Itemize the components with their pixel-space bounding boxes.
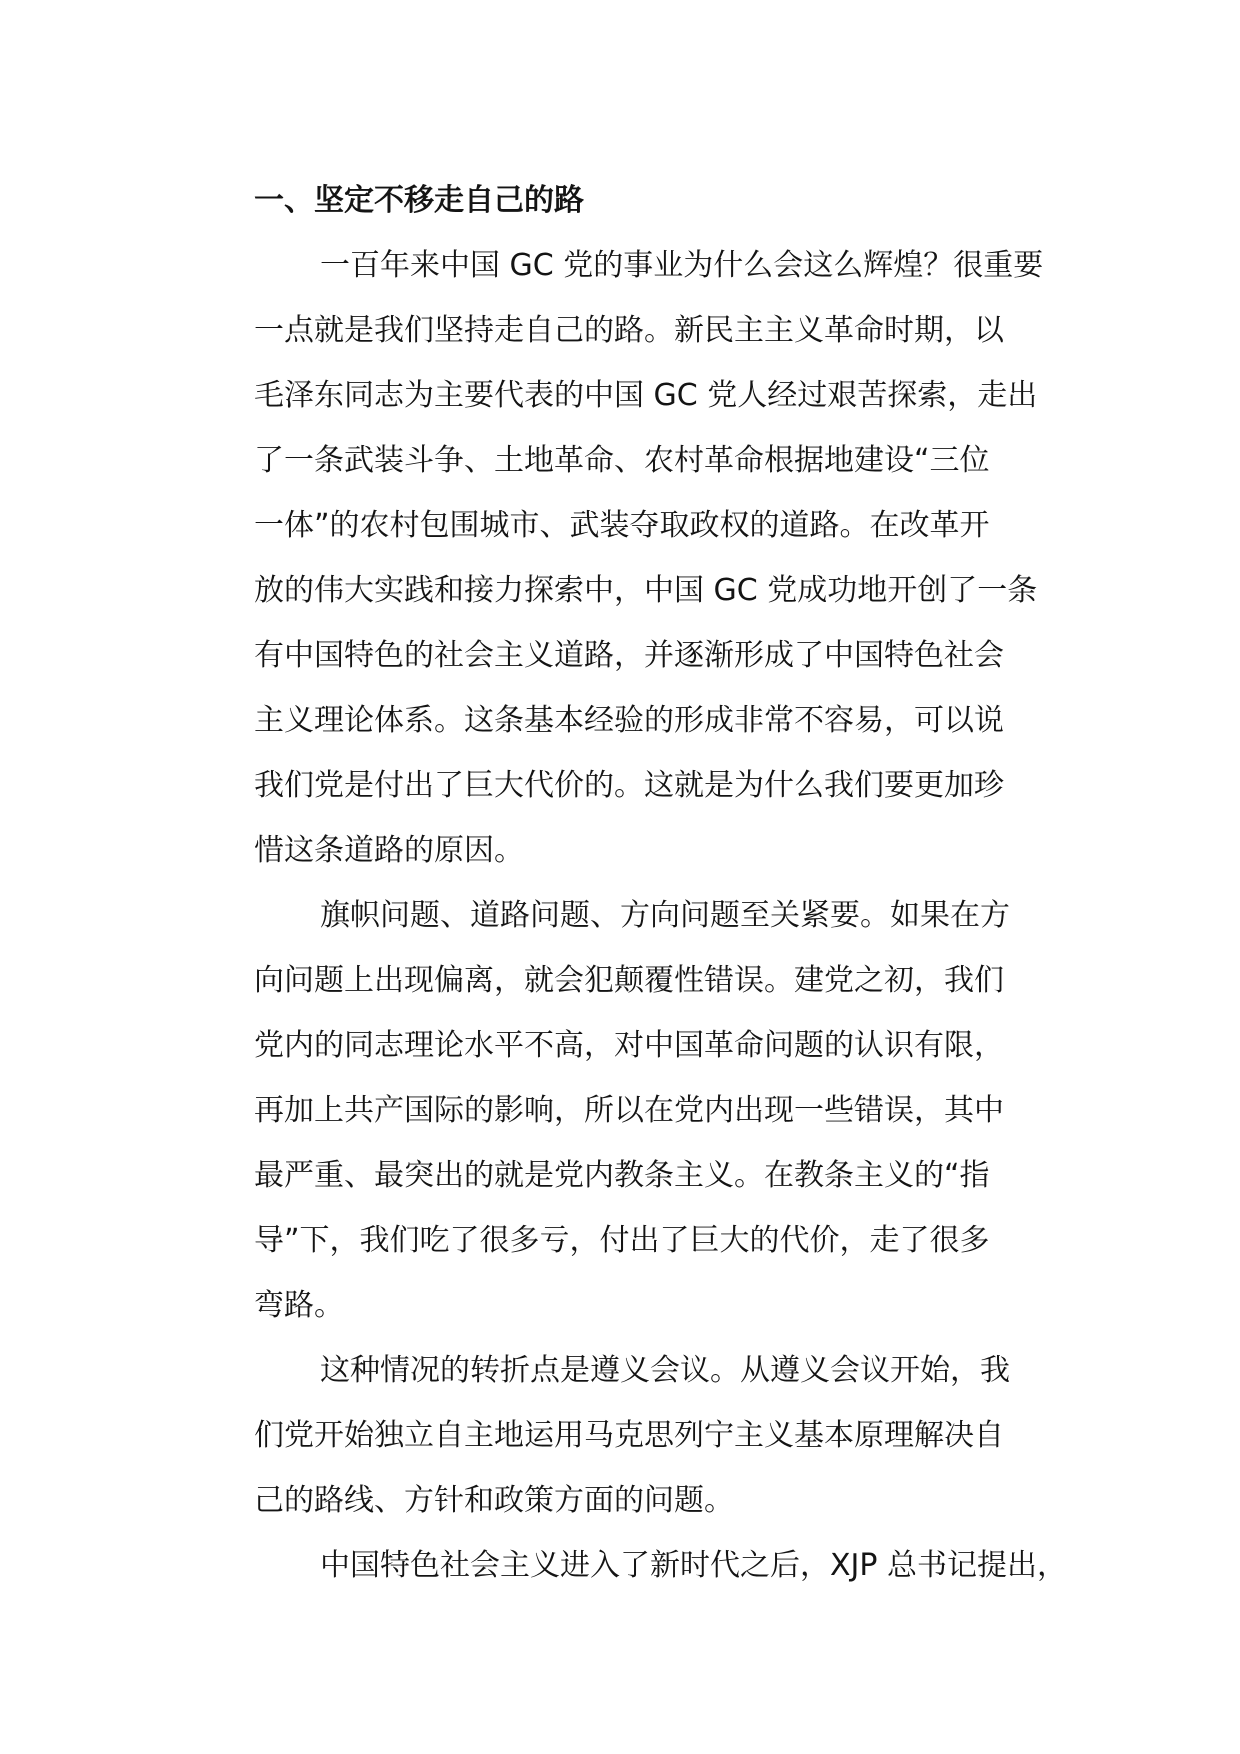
paragraph-line: 弯路。 xyxy=(254,1288,344,1323)
paragraph-line: 旗帜问题、道路问题、方向问题至关紧要。如果在方 xyxy=(320,898,1010,933)
paragraph-line: 放的伟大实践和接力探索中，中国 GC 党成功地开创了一条 xyxy=(254,573,1038,608)
paragraph-line: 一百年来中国 GC 党的事业为什么会这么辉煌？很重要 xyxy=(320,248,1044,283)
paragraph-line: 再加上共产国际的影响，所以在党内出现一些错误，其中 xyxy=(254,1093,1004,1128)
paragraph-line: 惜这条道路的原因。 xyxy=(254,833,524,868)
paragraph-line: 主义理论体系。这条基本经验的形成非常不容易，可以说 xyxy=(254,703,1004,738)
paragraph-line: 一点就是我们坚持走自己的路。新民主主义革命时期，以 xyxy=(254,313,1004,348)
paragraph-3 xyxy=(188,1338,1054,1533)
paragraph-line: 向问题上出现偏离，就会犯颠覆性错误。建党之初，我们 xyxy=(254,963,1004,998)
paragraph-line: 我们党是付出了巨大代价的。这就是为什么我们要更加珍 xyxy=(254,768,1004,803)
paragraph-line: 这种情况的转折点是遵义会议。从遵义会议开始，我 xyxy=(320,1353,1010,1388)
paragraph-line: 一体”的农村包围城市、武装夺取政权的道路。在改革开 xyxy=(254,508,990,543)
paragraph-4 xyxy=(188,1533,1068,1598)
paragraph-line: 中国特色社会主义进入了新时代之后，XJP 总书记提出， xyxy=(320,1548,1068,1583)
paragraph-line: 己的路线、方针和政策方面的问题。 xyxy=(254,1483,734,1518)
document-body xyxy=(188,168,1068,1598)
paragraph-line: 最严重、最突出的就是党内教条主义。在教条主义的“指 xyxy=(254,1158,990,1193)
paragraph-line: 党内的同志理论水平不高，对中国革命问题的认识有限， xyxy=(254,1028,1004,1063)
paragraph-line: 们党开始独立自主地运用马克思列宁主义基本原理解决自 xyxy=(254,1418,1004,1453)
paragraph-2 xyxy=(188,883,1054,1338)
paragraph-1 xyxy=(188,233,1054,883)
section-heading: 一、坚定不移走自己的路 xyxy=(254,183,584,218)
paragraph-line: 导”下，我们吃了很多亏，付出了巨大的代价，走了很多 xyxy=(254,1223,990,1258)
paragraph-line: 有中国特色的社会主义道路，并逐渐形成了中国特色社会 xyxy=(254,638,1004,673)
paragraph-line: 毛泽东同志为主要代表的中国 GC 党人经过艰苦探索，走出 xyxy=(254,378,1038,413)
paragraph-line: 了一条武装斗争、土地革命、农村革命根据地建设“三位 xyxy=(254,443,990,478)
